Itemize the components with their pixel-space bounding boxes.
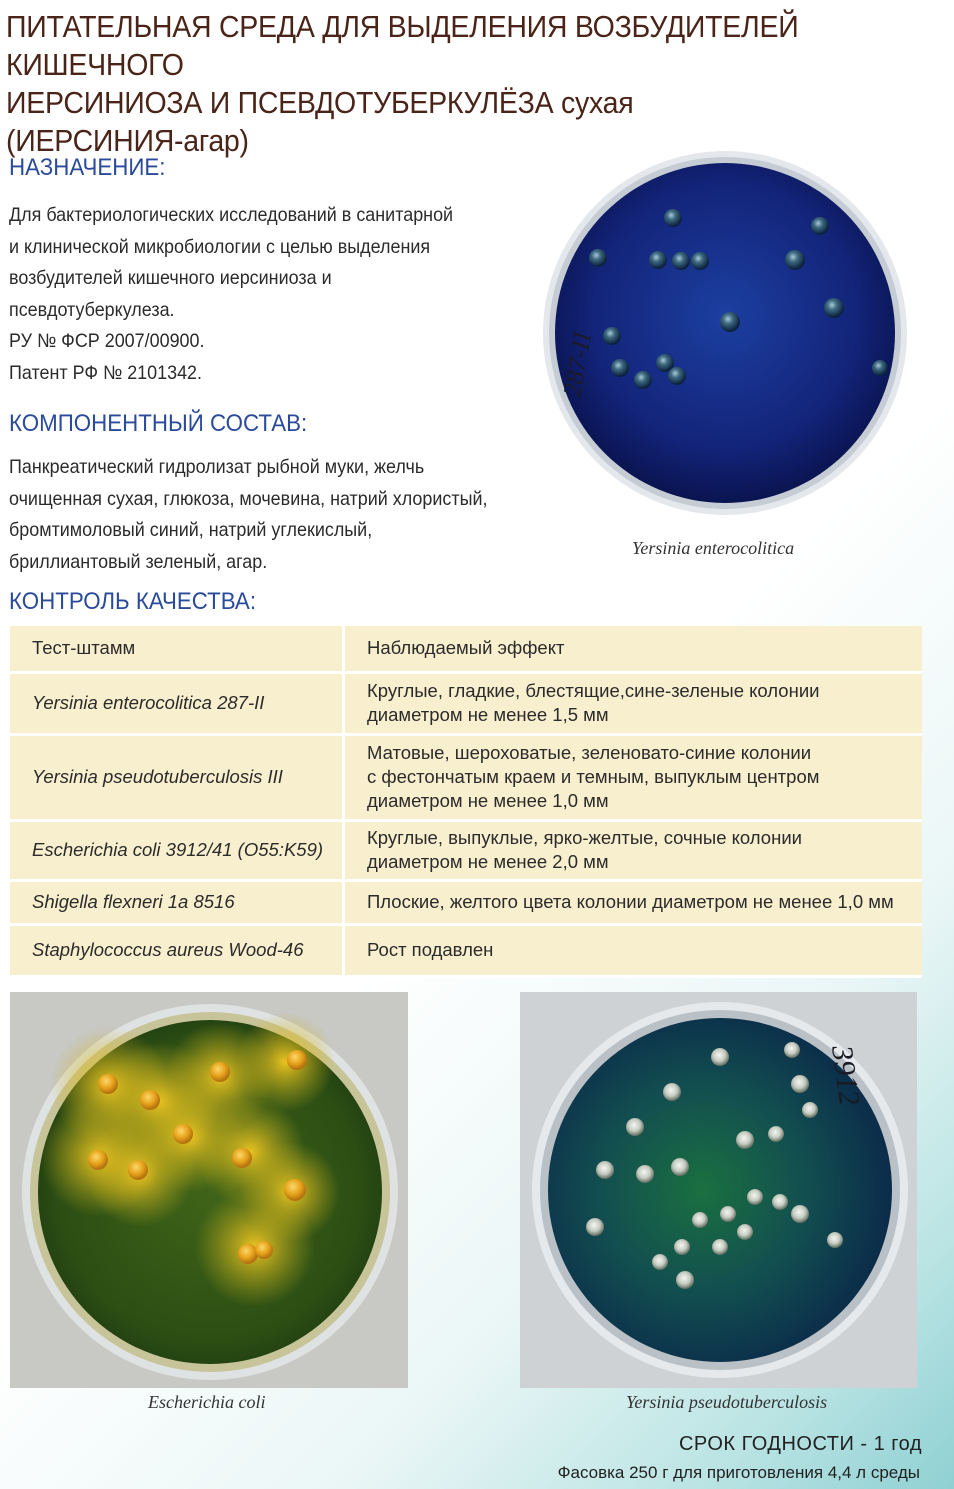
effect-line: Круглые, выпуклые, ярко-желтые, сочные колонии <box>367 827 802 848</box>
effect-cell: Плоские, желтого цвета колонии диаметром не менее 1,0 мм <box>344 880 923 924</box>
effect-line: Круглые, гладкие, блестящие,сине-зеленые колонии <box>367 680 820 701</box>
column-header-effect: Наблюдаемый эффект <box>344 626 923 672</box>
composition-heading: КОМПОНЕНТНЫЙ СОСТАВ: <box>9 410 308 437</box>
composition-line: очищенная сухая, глюкоза, мочевина, натрий хлористый, <box>9 487 488 510</box>
shelf-life: СРОК ГОДНОСТИ - 1 год <box>678 1433 922 1455</box>
strain-cell: Shigella flexneri 1a 8516 <box>10 880 344 924</box>
plate-yersinia-enterocolitica <box>540 148 910 518</box>
purpose-line: псевдотуберкулеза. <box>9 298 175 321</box>
effect-cell <box>344 734 923 820</box>
packaging-info: Фасовка 250 г для приготовления 4,4 л среды <box>557 1463 920 1482</box>
title-line-3: (ИЕРСИНИЯ-агар) <box>6 123 249 158</box>
caption-escherichia-coli: Escherichia coli <box>148 1392 266 1412</box>
caption-yersinia-enterocolitica: Yersinia enterocolitica <box>632 538 795 558</box>
effect-cell <box>344 820 923 880</box>
photo-yersinia-pseudotuberculosis <box>520 992 917 1388</box>
strain-cell: Escherichia coli 3912/41 (O55:K59) <box>10 820 344 880</box>
effect-line: диаметром не менее 1,0 мм <box>367 790 609 811</box>
effect-line: диаметром не менее 1,5 мм <box>367 704 609 725</box>
quality-control-table <box>10 626 922 978</box>
purpose-line: Для бактериологических исследований в санитарной <box>9 204 454 226</box>
plate-marking-text: 3912 <box>825 1043 867 1108</box>
composition-line: бриллиантовый зеленый, агар. <box>9 550 268 573</box>
table-header-row <box>10 626 922 672</box>
caption-yersinia-pseudotuberculosis: Yersinia pseudotuberculosis <box>626 1392 828 1412</box>
purpose-line: возбудителей кишечного иерсиниоза и <box>9 267 332 289</box>
strain-cell: Yersinia pseudotuberculosis III <box>10 734 344 820</box>
effect-cell <box>344 672 923 734</box>
petri-dish-yellow-image <box>10 992 408 1388</box>
column-header-strain: Тест-штамм <box>10 626 344 672</box>
strain-cell: Yersinia enterocolitica 287-II <box>10 672 344 734</box>
composition-line: бромтимоловый синий, натрий углекислый, <box>9 519 373 541</box>
purpose-heading: НАЗНАЧЕНИЕ: <box>9 154 166 181</box>
purpose-line: и клинической микробиологии с целью выделения <box>9 235 431 258</box>
quality-heading: КОНТРОЛЬ КАЧЕСТВА: <box>9 588 257 615</box>
table-row <box>10 924 922 976</box>
effect-line: диаметром не менее 2,0 мм <box>367 851 609 872</box>
photo-escherichia-coli <box>10 992 408 1388</box>
table-row <box>10 820 922 880</box>
composition-line: Панкреатический гидролизат рыбной муки, желчь <box>9 456 425 478</box>
petri-dish-teal-image <box>520 992 917 1388</box>
document-title <box>6 8 871 160</box>
effect-line: с фестончатым краем и темным, выпуклым центром <box>367 766 820 787</box>
petri-dish-blue-image <box>540 148 910 518</box>
patent-number: Патент РФ № 2101342. <box>9 361 203 384</box>
table-row <box>10 672 922 734</box>
table-row <box>10 880 922 924</box>
effect-cell: Рост подавлен <box>344 924 923 976</box>
plate-marking-text: 287-II <box>557 330 598 400</box>
effect-line: Матовые, шероховатые, зеленовато-синие колонии <box>367 742 812 763</box>
title-line-2: ИЕРСИНИОЗА И ПСЕВДОТУБЕРКУЛЁЗА сухая <box>6 85 634 120</box>
registration-number: РУ № ФСР 2007/00900. <box>9 330 205 352</box>
title-line-1: ПИТАТЕЛЬНАЯ СРЕДА ДЛЯ ВЫДЕЛЕНИЯ ВОЗБУДИТЕЛЕЙ КИШЕЧНОГО <box>6 9 799 82</box>
strain-cell: Staphylococcus aureus Wood-46 <box>10 924 344 976</box>
table-row <box>10 734 922 820</box>
purpose-text <box>9 200 453 389</box>
composition-text <box>9 452 487 578</box>
